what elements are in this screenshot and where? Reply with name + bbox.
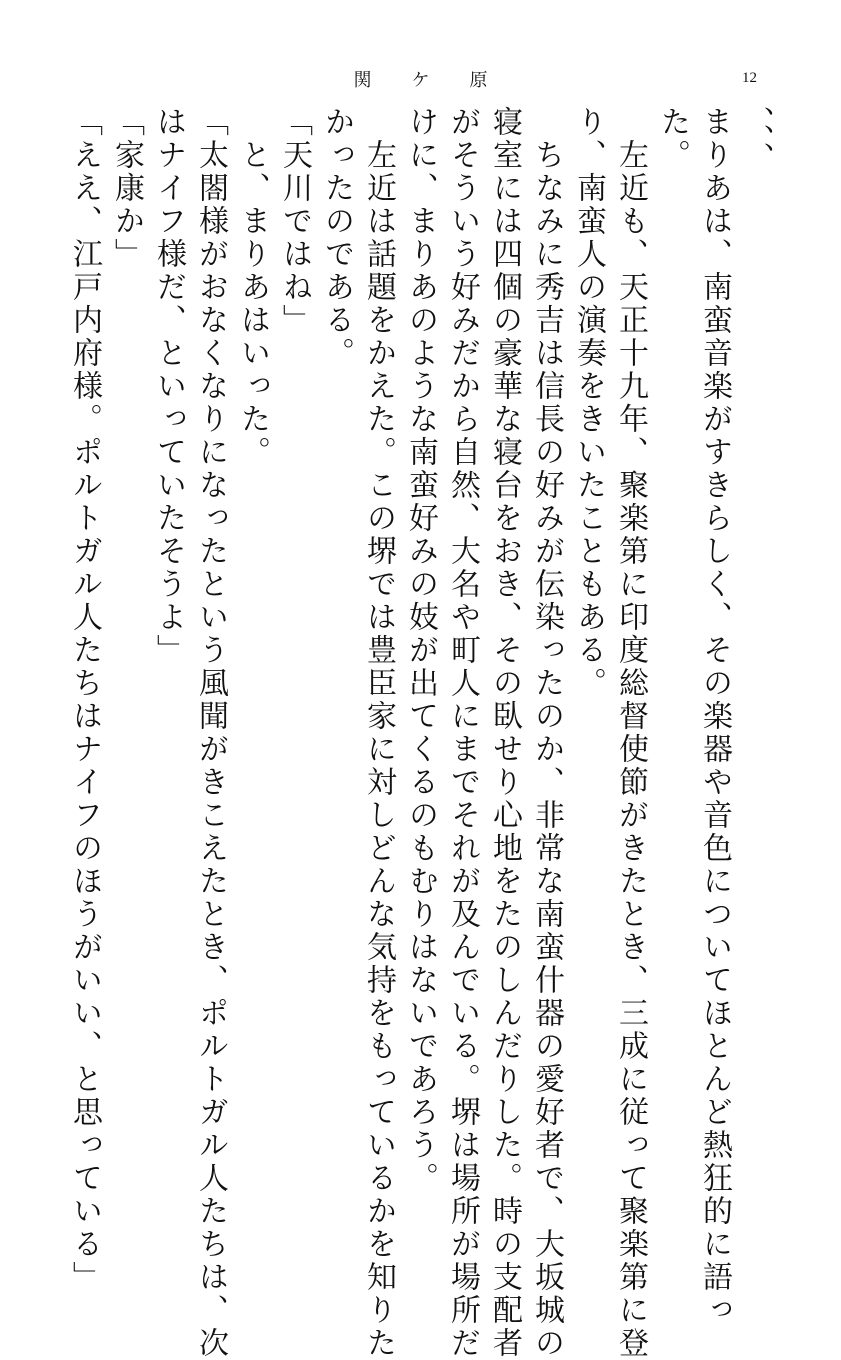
text-line: 「太閤様がおなくなりになったという風聞がきこえたとき、ポルトガル人たちは、次	[193, 106, 228, 1360]
text-line: 「天川ではね」	[277, 106, 312, 337]
page-number: 12	[742, 70, 757, 86]
text-line: 、、、	[739, 106, 774, 175]
text-line: けに、まりあのような南蛮好みの妓が出てくるのもむりはないであろう。	[403, 106, 438, 1195]
running-header-title: 関ケ原	[353, 70, 528, 91]
text-line: ちなみに秀吉は信長の好みが伝染ったのか、非常な南蛮什器の愛好者で、大坂城の	[529, 106, 564, 1360]
text-line: かったのである。	[319, 106, 354, 370]
text-line: 寝室には四個の豪華な寝台をおき、その臥せり心地をたのしんだりした。時の支配者	[487, 106, 522, 1360]
text-line: まりあは、南蛮音楽がすきらしく、その楽器や音色についてほとんど熱狂的に語っ	[697, 106, 732, 1327]
body-text	[67, 106, 777, 1360]
text-line: 左近は話題をかえた。この堺では豊臣家に対しどんな気持をもっているかを知りた	[361, 106, 396, 1360]
text-line: り、南蛮人の演奏をきいたこともある。	[571, 106, 606, 700]
text-line: と、まりあはいった。	[235, 106, 270, 469]
text-line: た。	[655, 106, 690, 172]
text-line: 「家康か」	[109, 106, 144, 271]
text-line: がそういう好みだから自然、大名や町人にまでそれが及んでいる。堺は場所が場所だ	[445, 106, 480, 1360]
text-line: 左近も、天正十九年、聚楽第に印度総督使節がきたとき、三成に従って聚楽第に登	[613, 106, 648, 1360]
text-line: 「ええ、江戸内府様。ポルトガル人たちはナイフのほうがいい、と思っている」	[67, 106, 102, 1294]
text-line: はナイフ様だ、といっていたそうよ」	[151, 106, 186, 667]
